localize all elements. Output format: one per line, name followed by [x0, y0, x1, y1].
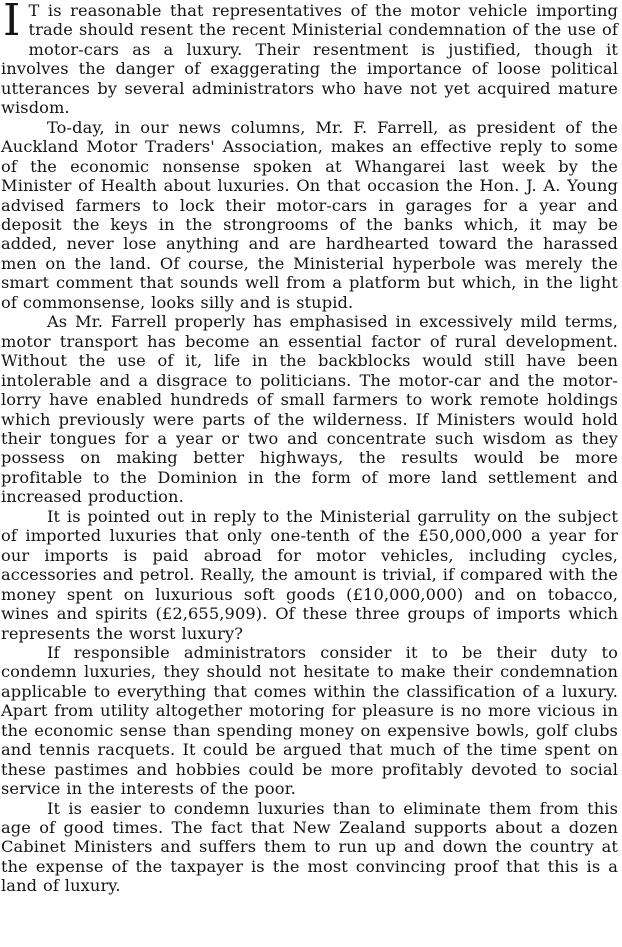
article-body	[1, 1, 618, 896]
paragraph-2: To-day, in our news columns, Mr. F. Farrell, as president of the Auckland Motor Traders' Association, makes an effective reply to some of the economic nonsense spoken at Whangarei last week by the Minister of Health about luxuries. On that occasion the Hon. J. A. Young advised farmers to lock their motor-cars in garages for a year and deposit the keys in the strongrooms of the banks which, it may be added, never lose anything and are hardhearted toward the harassed men on the land. Of course, the Ministerial hyperbole was merely the smart comment that sounds well from a platform but which, in the light of commonsense, looks silly and is stupid.	[1, 117, 618, 312]
drop-cap: I	[3, 0, 21, 46]
paragraph-4: It is pointed out in reply to the Ministerial garrulity on the subject of imported luxuries that only one-tenth of the £50,000,000 a year for our imports is paid abroad for motor vehicles, including cycles, accessories and petrol. Really, the amount is trivial, if compared with the money spent on luxurious soft goods (£10,000,000) and on tobacco, wines and spirits (£2,655,909). Of these three groups of imports which represents the worst luxury?	[1, 506, 618, 643]
paragraph-3: As Mr. Farrell properly has emphasised in excessively mild terms, motor transport has become an essential factor of rural development. Without the use of it, life in the backblocks would still have been intolerable and a disgrace to politicians. The motor-car and the motor-lorry have enabled hundreds of small farmers to work remote holdings which previously were parts of the wilderness. If Ministers would hold their tongues for a year or two and concentrate such wisdom as they possess on making better highways, the results would be more profitable to the Dominion in the form of more land settlement and increased production.	[1, 312, 618, 507]
paragraph-1	[1, 1, 618, 118]
paragraph-1-text: T is reasonable that representatives of the motor vehicle importing trade should resent the recent Ministerial condemnation of the use of motor-cars as a luxury. Their resentment is justified, though it involves the danger of exaggerating the importance of loose political utterances by several administrators who have not yet acquired mature wisdom.	[1, 1, 618, 118]
paragraph-5: If responsible administrators consider it to be their duty to condemn luxuries, they should not hesitate to make their condemnation applicable to everything that comes within the classification of a luxury. Apart from utility altogether motoring for pleasure is no more vicious in the economic sense than spending money on expensive bowls, golf clubs and tennis racquets. It could be argued that much of the time spent on these pastimes and hobbies could be more profitably devoted to social service in the interests of the poor.	[1, 642, 618, 799]
paragraph-6: It is easier to condemn luxuries than to eliminate them from this age of good times. The fact that New Zealand supports about a dozen Cabinet Ministers and suffers them to run up and down the country at the expense of the taxpayer is the most convincing proof that this is a land of luxury.	[1, 798, 618, 896]
